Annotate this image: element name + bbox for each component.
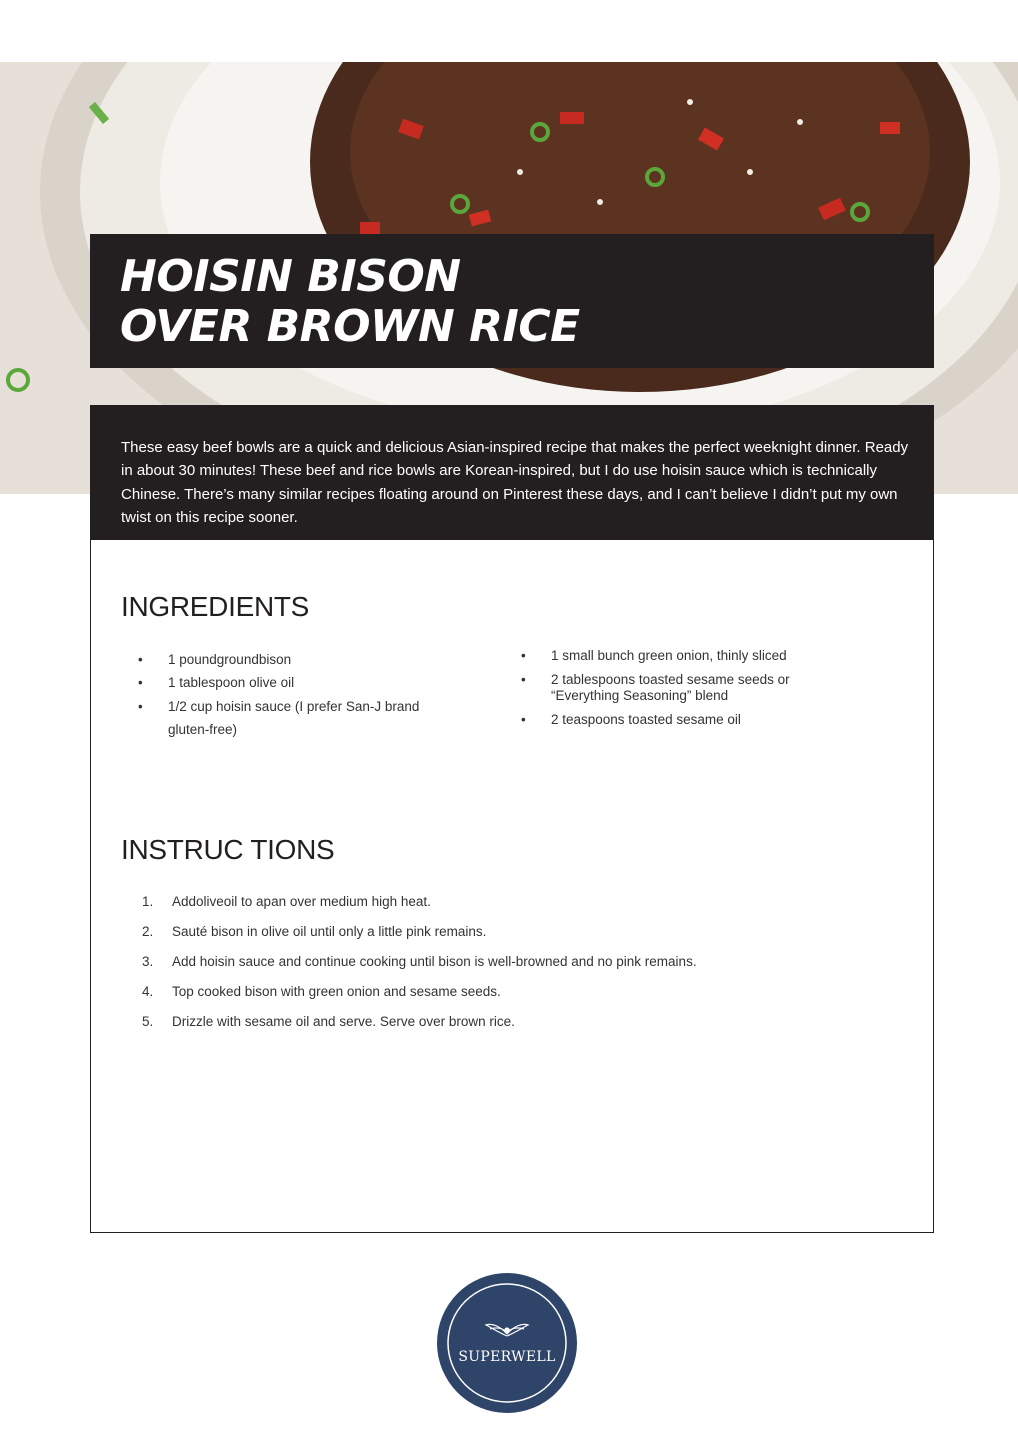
recipe-description: These easy beef bowls are a quick and delicious Asian-inspired recipe that makes the perfect weeknight dinner. Ready in about 30 minutes! These beef and rice bowls are Korean-inspired, but I do use hoisin sauce which is technically Chinese. There’s many similar recipes floating around on Pinterest these days, and I can’t believe I didn’t put my own twist on this recipe sooner.: [121, 439, 909, 527]
instruction-step: [121, 980, 697, 1010]
step-text: Top cooked bison with green onion and sesame seeds.: [172, 984, 501, 999]
ingredient-item: • 1/2 cup hoisin sauce (I prefer San-J brand gluten-free): [121, 695, 451, 742]
recipe-title-line-1: HOISIN BISON: [120, 251, 461, 302]
step-text: Drizzle with sesame oil and serve. Serve over brown rice.: [172, 1014, 515, 1029]
recipe-description-panel: [91, 406, 933, 540]
step-number: 4.: [142, 984, 154, 999]
step-number: 2.: [142, 924, 154, 939]
step-number: 1.: [142, 894, 154, 909]
recipe-title-line-2: OVER BROWN RICE: [120, 301, 580, 352]
instruction-step: [121, 1010, 697, 1040]
instructions-list: [121, 890, 697, 1040]
ingredient-item: • 1 poundgroundbison: [121, 648, 451, 671]
recipe-card: [90, 405, 934, 1233]
ingredient-item: • 2 teaspoons toasted sesame oil: [504, 712, 824, 728]
ingredient-item: • 1 small bunch green onion, thinly sliced: [504, 648, 824, 664]
instruction-step: [121, 890, 697, 920]
recipe-title-box: [90, 234, 934, 368]
ingredients-list-right: [504, 648, 824, 728]
instruction-step: [121, 920, 697, 950]
step-number: 5.: [142, 1014, 154, 1029]
step-text: Addoliveoil to apan over medium high heat.: [172, 894, 431, 909]
ingredients-heading: INGREDIENTS: [121, 591, 310, 622]
step-text: Sauté bison in olive oil until only a little pink remains.: [172, 924, 487, 939]
ingredient-item: • 1 tablespoon olive oil: [121, 671, 451, 694]
instruction-step: [121, 950, 697, 980]
step-number: 3.: [142, 954, 154, 969]
ingredient-item: • 2 tablespoons toasted sesame seeds or “Everything Seasoning” blend: [504, 672, 824, 704]
instructions-heading: INSTRUC TIONS: [121, 834, 335, 865]
step-text: Add hoisin sauce and continue cooking until bison is well-browned and no pink remains.: [172, 954, 697, 969]
superwell-logo: [436, 1272, 578, 1414]
brand-name: SUPERWELL: [458, 1349, 556, 1365]
ingredients-list-left: [121, 648, 451, 742]
